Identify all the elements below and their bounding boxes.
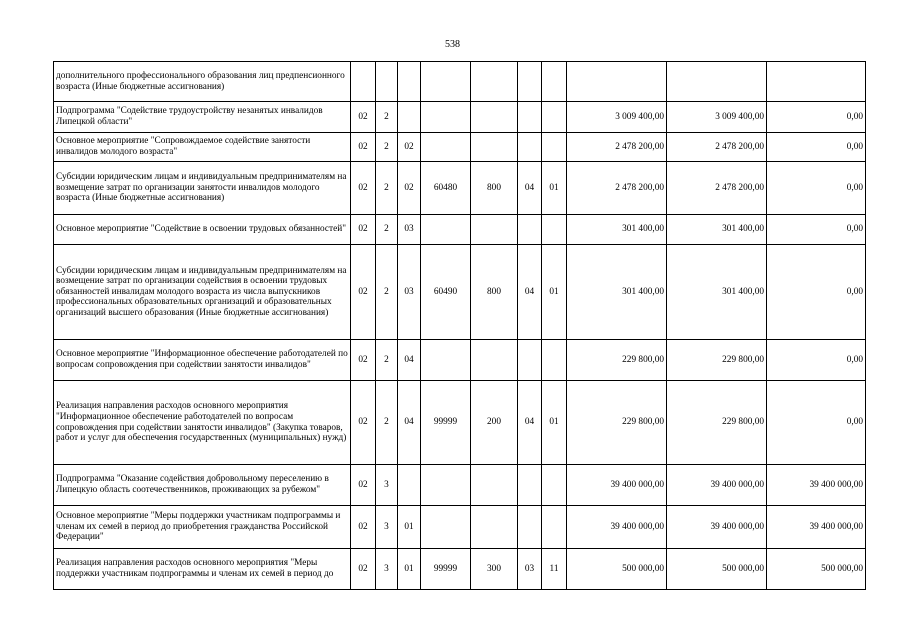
cell-code: 04 [518,245,542,340]
cell-amount: 2 478 200,00 [667,162,767,215]
cell-amount: 39 400 000,00 [767,506,866,549]
cell-code: 03 [398,245,421,340]
cell-amount: 0,00 [767,340,866,381]
cell-code: 02 [351,162,376,215]
cell-code [542,62,567,102]
cell-amount: 0,00 [767,381,866,465]
cell-code [518,340,542,381]
cell-amount: 229 800,00 [567,381,667,465]
cell-amount [767,62,866,102]
table-row [54,162,866,215]
cell-code [421,102,471,133]
cell-code [542,340,567,381]
table-row [54,133,866,162]
cell-amount: 39 400 000,00 [567,465,667,506]
table-row [54,381,866,465]
row-name: Реализация направления расходов основного мероприятия "Меры поддержки участникам подпрограммы и членам их семей в период до [54,549,351,590]
cell-code: 2 [376,162,398,215]
cell-code [518,465,542,506]
cell-code: 04 [518,381,542,465]
cell-code [518,102,542,133]
cell-amount: 301 400,00 [667,215,767,245]
cell-amount: 0,00 [767,102,866,133]
cell-amount [567,62,667,102]
cell-amount: 0,00 [767,133,866,162]
cell-code [518,133,542,162]
cell-code: 99999 [421,549,471,590]
table-row [54,465,866,506]
row-name: дополнительного профессионального образования лиц предпенсионного возраста (Иные бюджетные ассигнования) [54,62,351,102]
cell-code [542,102,567,133]
cell-code [421,133,471,162]
cell-code [471,62,518,102]
cell-amount: 500 000,00 [667,549,767,590]
cell-code: 2 [376,381,398,465]
cell-code: 11 [542,549,567,590]
cell-code: 3 [376,465,398,506]
cell-code: 02 [351,102,376,133]
cell-code: 60490 [421,245,471,340]
cell-code [471,215,518,245]
table-row [54,102,866,133]
cell-code: 60480 [421,162,471,215]
cell-code: 02 [351,465,376,506]
table-row [54,506,866,549]
cell-amount: 229 800,00 [667,340,767,381]
cell-code: 01 [398,506,421,549]
cell-code [376,62,398,102]
cell-amount: 229 800,00 [567,340,667,381]
row-name: Реализация направления расходов основного мероприятия "Информационное обеспечение работодателей по вопросам сопровождения при содействии занятости инвалидов" (Закупка товаров, работ и услуг для обеспечения государственных (муниципальных) нужд) [54,381,351,465]
cell-amount: 500 000,00 [767,549,866,590]
cell-code: 02 [351,215,376,245]
row-name: Субсидии юридическим лицам и индивидуальным предпринимателям на возмещение затрат по организации занятости инвалидов молодого возраста (Иные бюджетные ассигнования) [54,162,351,215]
cell-code: 2 [376,245,398,340]
cell-code: 3 [376,549,398,590]
table-row [54,340,866,381]
cell-amount: 39 400 000,00 [667,465,767,506]
cell-code [421,506,471,549]
cell-amount: 229 800,00 [667,381,767,465]
cell-code: 04 [518,162,542,215]
cell-code: 03 [518,549,542,590]
cell-amount: 2 478 200,00 [567,162,667,215]
cell-code: 99999 [421,381,471,465]
cell-code: 2 [376,102,398,133]
cell-code: 01 [398,549,421,590]
cell-code [471,506,518,549]
cell-amount [667,62,767,102]
cell-code: 02 [351,549,376,590]
page-number: 538 [445,39,460,50]
cell-amount: 0,00 [767,245,866,340]
cell-amount: 3 009 400,00 [667,102,767,133]
cell-code [471,340,518,381]
cell-amount: 301 400,00 [667,245,767,340]
cell-code [421,340,471,381]
cell-amount: 3 009 400,00 [567,102,667,133]
cell-code [471,102,518,133]
budget-table [53,61,866,590]
table-row [54,549,866,590]
cell-code: 200 [471,381,518,465]
cell-code: 2 [376,340,398,381]
cell-code [421,215,471,245]
cell-code [398,62,421,102]
cell-code: 03 [398,215,421,245]
cell-code: 02 [351,340,376,381]
cell-code [542,133,567,162]
cell-code [398,102,421,133]
cell-amount: 39 400 000,00 [667,506,767,549]
cell-code [421,62,471,102]
cell-code: 02 [351,506,376,549]
cell-code: 02 [398,162,421,215]
cell-amount: 39 400 000,00 [767,465,866,506]
cell-code: 04 [398,381,421,465]
cell-amount: 39 400 000,00 [567,506,667,549]
cell-code [471,133,518,162]
cell-code: 02 [351,381,376,465]
row-name: Субсидии юридическим лицам и индивидуальным предпринимателям на возмещение затрат по организации содействия в освоении трудовых обязанностей инвалидам молодого возраста из числа выпускников профессиональных образовательных организаций и образовательных организаций высшего образования (Иные бюджетные ассигнования) [54,245,351,340]
cell-code [471,465,518,506]
cell-code [351,62,376,102]
table-row [54,62,866,102]
cell-code [518,62,542,102]
cell-code: 01 [542,162,567,215]
cell-code [518,215,542,245]
cell-amount: 500 000,00 [567,549,667,590]
cell-code: 01 [542,245,567,340]
table-row [54,245,866,340]
cell-code [518,506,542,549]
cell-code: 3 [376,506,398,549]
cell-code: 2 [376,215,398,245]
cell-code [421,465,471,506]
cell-amount: 301 400,00 [567,215,667,245]
row-name: Подпрограмма "Оказание содействия добровольному переселению в Липецкую область соотечественников, проживающих за рубежом" [54,465,351,506]
cell-code: 800 [471,245,518,340]
row-name: Основное мероприятие "Содействие в освоении трудовых обязанностей" [54,215,351,245]
row-name: Основное мероприятие "Информационное обеспечение работодателей по вопросам сопровождения при содействии занятости инвалидов" [54,340,351,381]
cell-code [542,465,567,506]
cell-code: 800 [471,162,518,215]
cell-amount: 2 478 200,00 [667,133,767,162]
cell-code: 04 [398,340,421,381]
cell-code [542,215,567,245]
cell-code: 02 [398,133,421,162]
cell-code: 01 [542,381,567,465]
table-row [54,215,866,245]
cell-amount: 0,00 [767,215,866,245]
cell-code: 02 [351,245,376,340]
cell-code [542,506,567,549]
cell-code: 2 [376,133,398,162]
row-name: Подпрограмма "Содействие трудоустройству незанятых инвалидов Липецкой области" [54,102,351,133]
row-name: Основное мероприятие "Меры поддержки участникам подпрограммы и членам их семей в период до приобретения гражданства Российской Федерации" [54,506,351,549]
cell-code: 300 [471,549,518,590]
cell-code [398,465,421,506]
cell-amount: 0,00 [767,162,866,215]
cell-code: 02 [351,133,376,162]
cell-amount: 301 400,00 [567,245,667,340]
cell-amount: 2 478 200,00 [567,133,667,162]
row-name: Основное мероприятие "Сопровождаемое содействие занятости инвалидов молодого возраста" [54,133,351,162]
